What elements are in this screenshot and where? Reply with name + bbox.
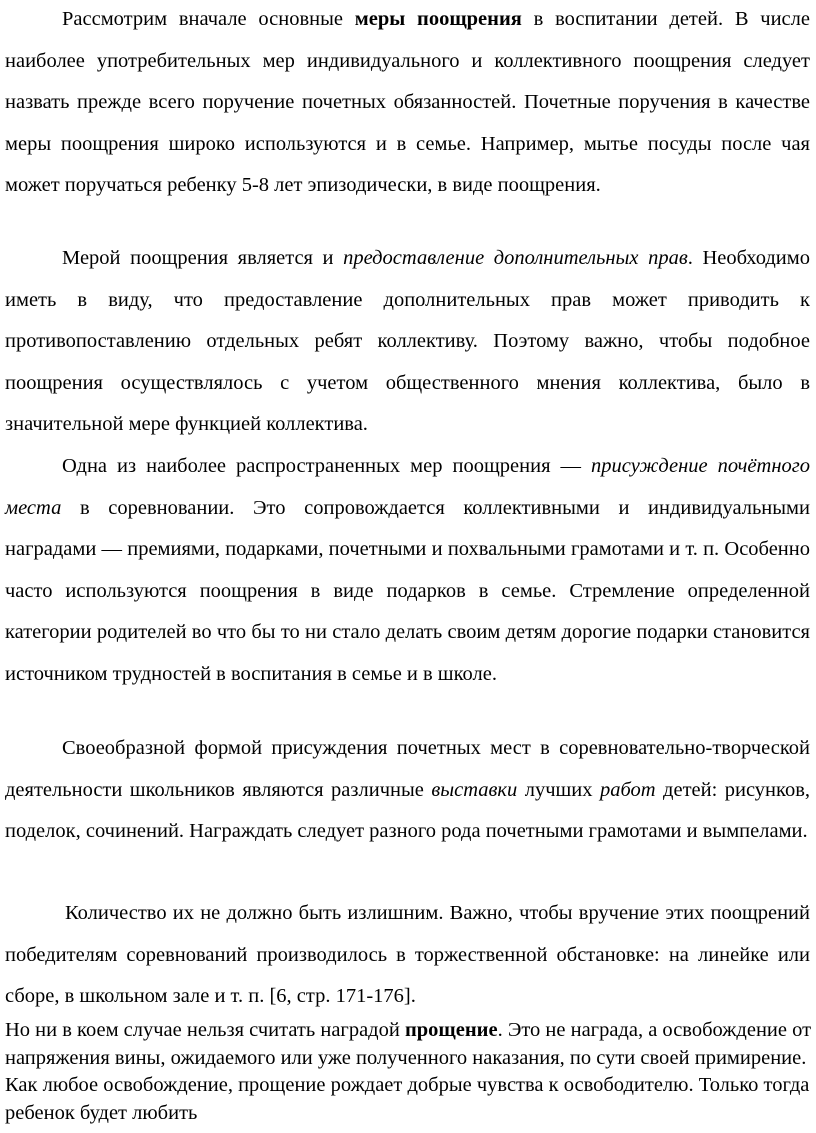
text-run: Мерой поощрения является и	[62, 247, 344, 269]
paragraph-quantity	[5, 893, 810, 1018]
text-run: Своеобразной формой присуждения почетных мест в соревновательно-творческой деятельности школьников являются различные	[5, 737, 810, 801]
paragraph-additional-rights	[5, 238, 810, 446]
bold-term-praise-measures: меры поощрения	[354, 8, 522, 30]
text-run: в воспитании детей. В числе наиболее употребительных мер индивидуального и коллективного поощрения следует назвать прежде всего поручение почетных обязанностей. Почетные поручения в качестве меры поощрения широко используются и в семье. Например, мытье посуды после чая может поручаться ребенку 5-8 лет эпизодически, в виде поощрения.	[5, 8, 810, 197]
text-run: Но ни в коем случае нельзя считать наградой	[5, 1019, 405, 1041]
text-run: Рассмотрим вначале основные	[62, 8, 355, 30]
text-run: детей: рисунков, поделок, сочинений. Награждать следует разного рода почетными грамотами и вымпелами.	[5, 778, 811, 843]
italic-term-honorary-place: присуждение почётного места	[5, 455, 810, 519]
text-run: Одна из наиболее распространенных мер поощрения —	[62, 455, 592, 477]
italic-term-additional-rights: предоставление дополнительных прав	[343, 247, 688, 269]
paragraph-honorary-place	[5, 446, 810, 696]
text-run: . Необходимо иметь в виду, что предоставление дополнительных прав может приводить к противопоставлению отдельных ребят коллективу. Поэтому важно, чтобы подобное поощрения осуществлялось с учетом общественного мнения коллектива, было в значительной мере функцией коллектива.	[5, 247, 810, 436]
paragraph-exhibitions	[5, 728, 810, 853]
paragraph-praise-measures	[5, 0, 810, 207]
text-run: лучших	[517, 778, 600, 801]
italic-term-works: работ	[599, 778, 656, 801]
paragraph-forgiveness	[5, 1017, 815, 1127]
italic-term-exhibitions: выставки	[431, 778, 518, 801]
text-run: Количество их не должно быть излишним. Важно, чтобы вручение этих поощрений победителям соревнований производилось в торжественной обстановке: на линейке или сборе, в школьном зале и т. п. [6, стр. 171-176].	[5, 902, 810, 1008]
text-run: в соревновании. Это сопровождается коллективными и индивидуальными наградами — премиями, подарками, почетными и похвальными грамотами и т. п. Особенно часто используются поощрения в виде подарков в семье. Стремление определенной категории родителей во что бы то ни стало делать своим детям дорогие подарки становится источником трудностей в воспитания в семье и в школе.	[5, 496, 810, 685]
text-run: . Это не награда, а освобождение от напряжения вины, ожидаемого или уже полученного наказания, по сути своей примирение. Как любое освобождение, прощение рождает добрые чувства к освободителю. Только тогда ребенок будет любить	[5, 1019, 812, 1124]
bold-term-forgiveness: прощение	[404, 1019, 498, 1041]
